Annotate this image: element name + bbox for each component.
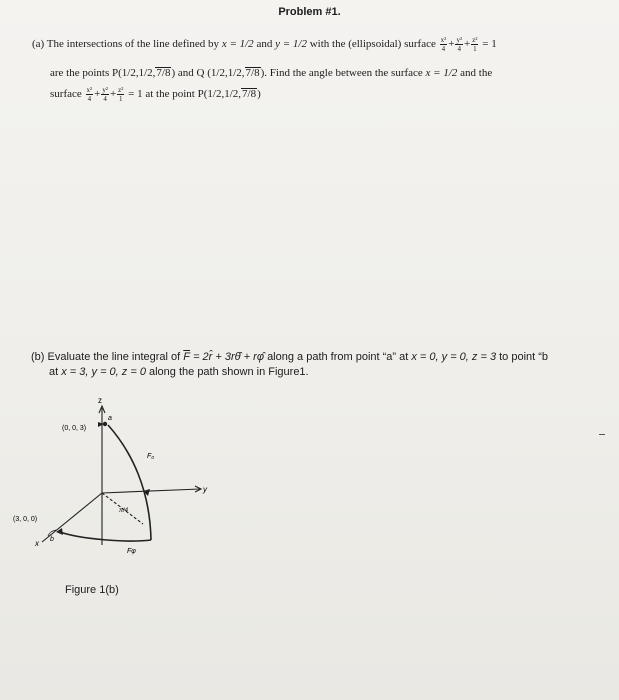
y-axis-label: y — [203, 485, 207, 494]
pi-over-4-label: π/4 — [119, 508, 129, 514]
ellipsoid-equation: $\frac{\text{x²}}{4}$ + $\frac{\text{y²}}{4}$ + $\frac{\text{z²}}{1}$ = 1 — [440, 36, 497, 53]
point-q: Q (1/2,1/2,7/8) — [196, 67, 265, 79]
point-a-coords: (0, 0, 3) — [62, 425, 87, 432]
figure-1b — [0, 380, 619, 600]
y-axis-line — [102, 489, 200, 493]
part-b-line-2: at x = 3, y = 0, z = 0 along the path shown in Figure1. — [49, 366, 309, 378]
part-b-line-1: (b) Evaluate the line integral of $\overline{F}$ = 2r̂ + 3rθ̂ + rφ̂ along a path from point “a” at x = 0, y = 0, z = 3 to point “b — [31, 351, 549, 363]
part-a-line-2: are the points P(1/2,1/2,7/8) and Q (1/2,1/2,7/8). Find the angle between the surface x = 1/2 and the — [50, 67, 493, 79]
stray-mark — [599, 434, 605, 435]
part-a-label: (a) — [32, 38, 45, 51]
part-b-label: (b) — [31, 351, 45, 363]
path-arc-phi — [60, 532, 151, 541]
point-p-2: P(1/2,1/2,7/8) — [197, 88, 261, 101]
point-b-coords: (3, 0, 0) — [13, 516, 38, 523]
page-title: Problem #1. — [278, 6, 341, 18]
path-arc-theta — [108, 425, 151, 540]
point-a-label: a — [108, 415, 112, 422]
point-p: P(1/2,1/2,7/8) — [112, 67, 176, 79]
point-b-label: b — [50, 536, 54, 543]
part-a-line-1: (a) The intersections of the line defined by x = 1/2 and y = 1/2 with the (ellipsoidal) surface $\frac{\text{x²}}{4}$ + $\frac{\text{y²}}{4}$ + $\frac{\text{z²}}{1}$ = 1 — [32, 36, 497, 53]
ellipsoid-equation-2: $\frac{\text{x²}}{4}$ + $\frac{\text{y²}}{4}$ + $\frac{\text{z²}}{1}$ = 1 — [86, 86, 143, 103]
f-phi-label: Fφ — [127, 548, 136, 555]
figure-caption: Figure 1(b) — [65, 584, 119, 596]
f-theta-label: F₀ — [147, 453, 155, 460]
x-axis-label: x — [35, 539, 39, 548]
z-axis-label: z — [98, 396, 102, 405]
part-a-line-3: surface $\frac{\text{x²}}{4}$ + $\frac{\text{y²}}{4}$ + $\frac{\text{z²}}{1}$ = 1 at the point P(1/2,1/2,7/8) — [50, 86, 261, 103]
